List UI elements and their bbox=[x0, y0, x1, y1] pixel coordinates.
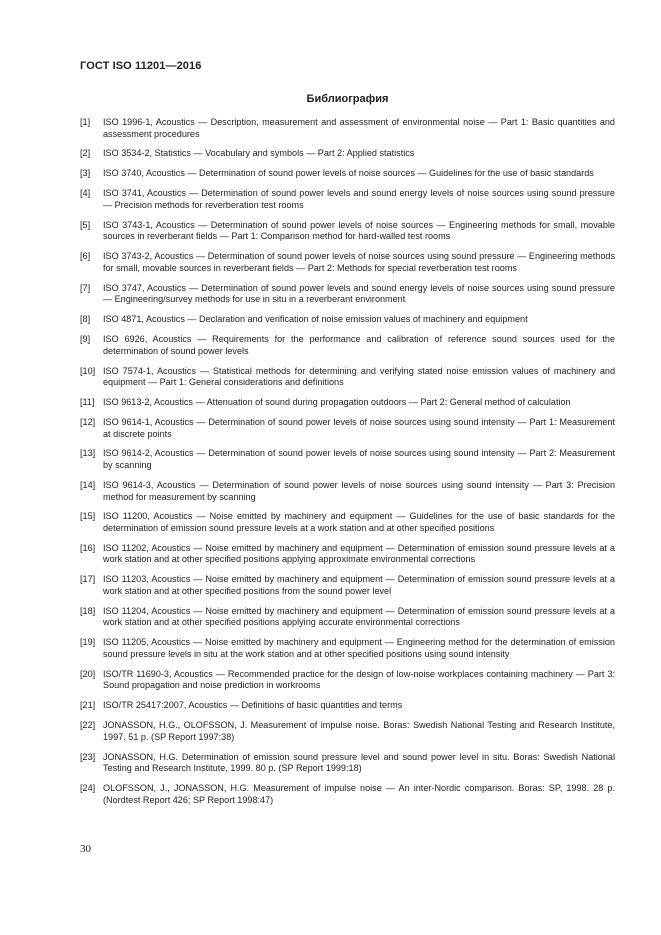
reference-text: ISO 11200, Acoustics — Noise emitted by machinery and equipment — Guidelines for the use of basic standards for the determination of emission sound pressure levels at a work station and at other specified positions bbox=[103, 511, 615, 533]
reference-number: [19] bbox=[80, 637, 96, 648]
reference-number: [6] bbox=[80, 251, 91, 262]
reference-text: OLOFSSON, J., JONASSON, H.G. Measurement of impulse noise — An inter-Nordic comparison. Boras: SP, 1998. 28 p. (Nordtest Report 426; SP Report 1998:47) bbox=[103, 783, 615, 805]
reference-number: [5] bbox=[80, 219, 91, 230]
reference-text: JONASSON, H.G., OLOFSSON, J. Measurement of impulse noise. Boras: Swedish National Testing and Research Institute, 1997. 51 p. (SP Report 1997:38) bbox=[103, 720, 615, 742]
reference-item bbox=[80, 448, 615, 471]
reference-item bbox=[80, 752, 615, 775]
reference-text: ISO 3747, Acoustics — Determination of sound power levels and sound energy levels of noise sources using sound pressure — Engineering/survey methods for use in situ in a reverberant environment bbox=[103, 282, 615, 305]
reference-number: [7] bbox=[80, 282, 91, 293]
reference-item bbox=[80, 637, 615, 660]
section-title: Библиография bbox=[306, 93, 389, 105]
reference-item bbox=[80, 480, 615, 503]
reference-text: ISO 9614-2, Acoustics — Determination of sound power levels of noise sources using sound intensity — Part 2: Measurement by scanning bbox=[103, 448, 615, 471]
reference-item bbox=[80, 720, 615, 743]
reference-text: ISO 9613-2, Acoustics — Attenuation of sound during propagation outdoors — Part 2: General method of calculation bbox=[103, 397, 571, 408]
reference-number: [24] bbox=[80, 783, 96, 794]
reference-number: [11] bbox=[80, 397, 95, 408]
reference-list bbox=[80, 117, 615, 815]
reference-item bbox=[80, 511, 615, 534]
reference-number: [21] bbox=[80, 700, 96, 711]
reference-item bbox=[80, 168, 615, 180]
reference-text: ISO 7574-1, Acoustics — Statistical methods for determining and verifying stated noise emission values of machinery and equipment — Part 1: General considerations and definitions bbox=[103, 365, 615, 388]
reference-item bbox=[80, 669, 615, 692]
reference-text: ISO 9614-1, Acoustics — Determination of sound power levels of noise sources using sound intensity — Part 1: Measurement at discrete points bbox=[103, 416, 615, 439]
reference-text: ISO/TR 11690-3, Acoustics — Recommended practice for the design of low-noise workplaces containing machinery — Part 3: Sound propagation and noise prediction in workrooms bbox=[103, 668, 615, 691]
reference-number: [20] bbox=[80, 668, 96, 679]
reference-number: [18] bbox=[80, 605, 96, 616]
reference-number: [2] bbox=[80, 148, 91, 159]
reference-number: [23] bbox=[80, 751, 96, 762]
reference-number: [13] bbox=[80, 448, 96, 459]
reference-number: [12] bbox=[80, 416, 96, 427]
reference-item bbox=[80, 220, 615, 243]
reference-number: [17] bbox=[80, 574, 96, 585]
reference-text: ISO 11204, Acoustics — Noise emitted by machinery and equipment — Determination of emission sound pressure levels at a work station and at other specified positions applying accurate environmental corrections bbox=[103, 605, 615, 628]
reference-text: ISO 11202, Acoustics — Noise emitted by machinery and equipment — Determination of emission sound pressure levels at a work station and at other specified positions applying approximate environmental corrections bbox=[103, 542, 615, 565]
reference-number: [4] bbox=[80, 188, 91, 199]
reference-text: ISO 3740, Acoustics — Determination of sound power levels of noise sources — Guidelines for the use of basic standards bbox=[103, 168, 594, 179]
reference-text: ISO 11203, Acoustics — Noise emitted by machinery and equipment — Determination of emission sound pressure levels at a work station and at other specified positions from the sound power level bbox=[103, 574, 615, 596]
reference-text: ISO 3743-1, Acoustics — Determination of sound power levels of noise sources — Engineering methods for small, movable sources in reverberant fields — Part 1: Comparison method for hard-walled test rooms bbox=[103, 219, 615, 242]
reference-number: [22] bbox=[80, 720, 96, 731]
reference-text: ISO 6926, Acoustics — Requirements for the performance and calibration of reference sound sources used for the determination of sound power levels bbox=[103, 334, 615, 356]
reference-text: ISO 11205, Acoustics — Noise emitted by machinery and equipment — Engineering method for the determination of emission sound pressure levels in situ at the work station and at other specified positions using sound intensity bbox=[103, 637, 615, 659]
reference-item bbox=[80, 314, 615, 326]
reference-number: [10] bbox=[80, 365, 96, 376]
reference-item bbox=[80, 148, 615, 160]
reference-item bbox=[80, 283, 615, 306]
reference-item bbox=[80, 783, 615, 806]
reference-item bbox=[80, 117, 615, 140]
reference-text: JONASSON, H.G. Determination of emission sound pressure level and sound power level in situ. Boras: Swedish National Testing and Research Institute, 1999. 80 p. (SP Report 1999:18) bbox=[103, 751, 615, 774]
reference-number: [9] bbox=[80, 334, 91, 345]
reference-text: ISO/TR 25417:2007, Acoustics — Definitions of basic quantities and terms bbox=[103, 700, 403, 711]
reference-text: ISO 4871, Acoustics — Declaration and verification of noise emission values of machinery and equipment bbox=[103, 314, 528, 325]
reference-item bbox=[80, 700, 615, 712]
reference-item bbox=[80, 334, 615, 357]
reference-text: ISO 3743-2, Acoustics — Determination of sound power levels of noise sources using sound pressure — Engineering methods for small, movable sources in reverberant fields — Part 2: Methods for special reverberation test rooms bbox=[103, 251, 615, 273]
reference-number: [1] bbox=[80, 117, 91, 127]
reference-item bbox=[80, 397, 615, 409]
reference-item bbox=[80, 606, 615, 629]
page-header: ГОСТ ISO 11201—2016 bbox=[80, 60, 202, 72]
reference-item bbox=[80, 574, 615, 597]
reference-text: ISO 3534-2, Statistics — Vocabulary and symbols — Part 2: Applied statistics bbox=[103, 148, 415, 159]
reference-text: ISO 9614-3, Acoustics — Determination of sound power levels of noise sources using sound intensity — Part 3: Precision method for measurement by scanning bbox=[103, 479, 615, 502]
reference-number: [16] bbox=[80, 542, 96, 553]
reference-item bbox=[80, 417, 615, 440]
reference-text: ISO 3741, Acoustics — Determination of sound power levels and sound energy levels of noise sources using sound pressure — Precision methods for reverberation test rooms bbox=[103, 188, 615, 210]
reference-item bbox=[80, 366, 615, 389]
reference-number: [3] bbox=[80, 168, 91, 179]
reference-number: [15] bbox=[80, 511, 96, 522]
reference-item bbox=[80, 188, 615, 211]
page-number: 30 bbox=[80, 843, 91, 855]
reference-item bbox=[80, 543, 615, 566]
reference-text: ISO 1996-1, Acoustics — Description, measurement and assessment of environmental noise — Part 1: Basic quantities and assessment procedures bbox=[103, 117, 615, 139]
reference-item bbox=[80, 251, 615, 274]
reference-number: [14] bbox=[80, 479, 96, 490]
reference-number: [8] bbox=[80, 314, 91, 325]
